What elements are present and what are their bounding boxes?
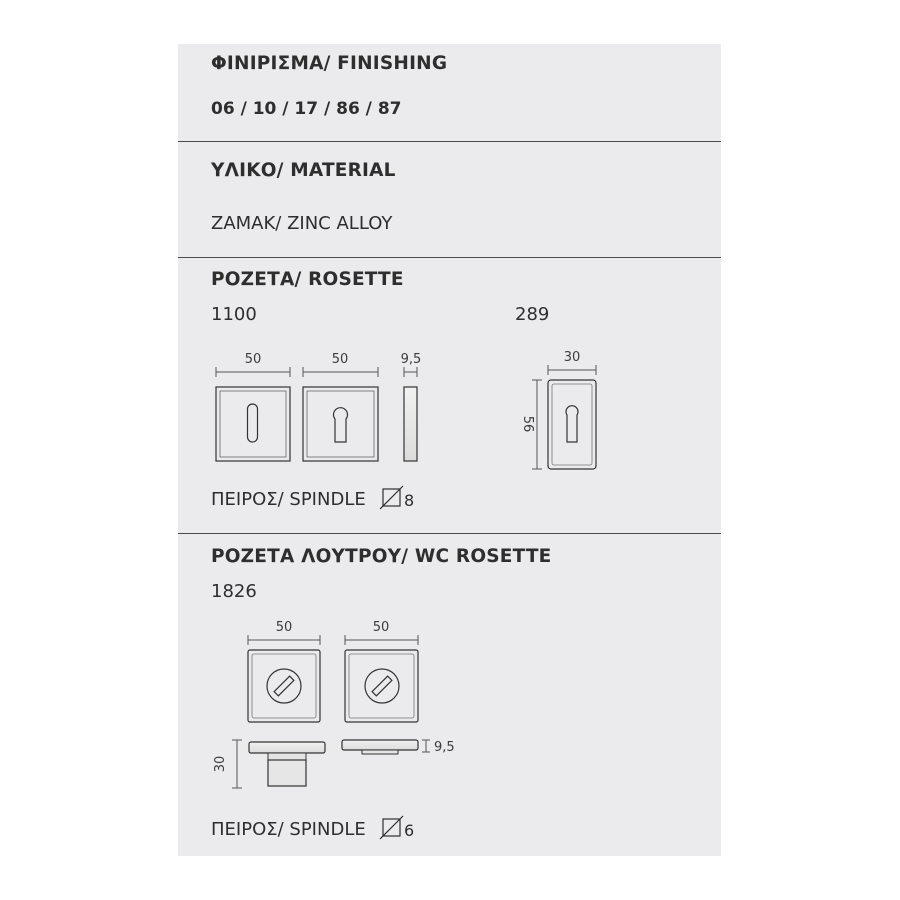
dimension-width-2	[303, 352, 378, 377]
wc-rosette-code-1826: 1826	[211, 581, 257, 602]
dimension-289-height	[520, 380, 542, 469]
finishing-value: 06 / 10 / 17 / 86 / 87	[211, 99, 402, 119]
dim-label: 9,5	[434, 740, 455, 755]
rosette-code-289: 289	[515, 304, 550, 325]
wc-rosette-heading: ΡΟΖΕΤΑ ΛΟΥΤΡΟΥ/ WC ROSETTE	[211, 546, 552, 567]
wc-dimension-width-1	[248, 620, 320, 645]
dim-label: 50	[372, 620, 390, 635]
rosette-keyhole-plate	[216, 387, 290, 461]
dim-label: 56	[520, 415, 535, 433]
wc-side-profile-thin	[342, 740, 455, 755]
dim-label: 9,5	[400, 352, 422, 367]
finishing-heading: ΦΙΝΙΡΙΣΜΑ/ FINISHING	[211, 53, 448, 74]
wc-side-profile-knob	[213, 740, 325, 788]
dim-label: 30	[563, 350, 581, 365]
wc-dimension-width-2	[345, 620, 418, 645]
cylinder-hole-icon	[334, 408, 348, 442]
dim-label: 50	[244, 352, 262, 367]
spindle-size: 6	[404, 821, 415, 840]
keyhole-icon	[248, 404, 258, 442]
spindle-6-symbol	[380, 816, 414, 840]
material-value: ΖΑΜΑΚ/ ZINC ALLOY	[211, 213, 393, 234]
rosette-spindle-label: ΠΕΙΡΟΣ/ SPINDLE	[211, 489, 366, 510]
dimension-width-1	[216, 352, 290, 377]
spindle-size: 8	[404, 491, 415, 510]
dim-label: 30	[213, 755, 228, 773]
wc-plate-indicator	[345, 650, 418, 722]
cylinder-hole-icon	[566, 406, 578, 442]
dim-label: 50	[331, 352, 349, 367]
rosette-code-1100: 1100	[211, 304, 257, 325]
wc-spindle-label: ΠΕΙΡΟΣ/ SPINDLE	[211, 819, 366, 840]
emergency-release-icon	[365, 669, 399, 703]
dimension-289-width	[548, 350, 596, 375]
rosette-side-profile	[404, 387, 417, 461]
rosette-heading: ΡΟΖΕΤΑ/ ROSETTE	[211, 269, 404, 290]
dim-label: 50	[275, 620, 293, 635]
spindle-8-symbol	[380, 486, 414, 510]
rosette-289-plate	[548, 380, 596, 469]
material-heading: ΥΛΙΚΟ/ MATERIAL	[211, 160, 396, 181]
dimension-thickness	[401, 352, 422, 377]
wc-plate-turn-knob	[248, 650, 320, 722]
rosette-cylinder-plate	[303, 387, 378, 461]
turn-knob-icon	[267, 669, 301, 703]
